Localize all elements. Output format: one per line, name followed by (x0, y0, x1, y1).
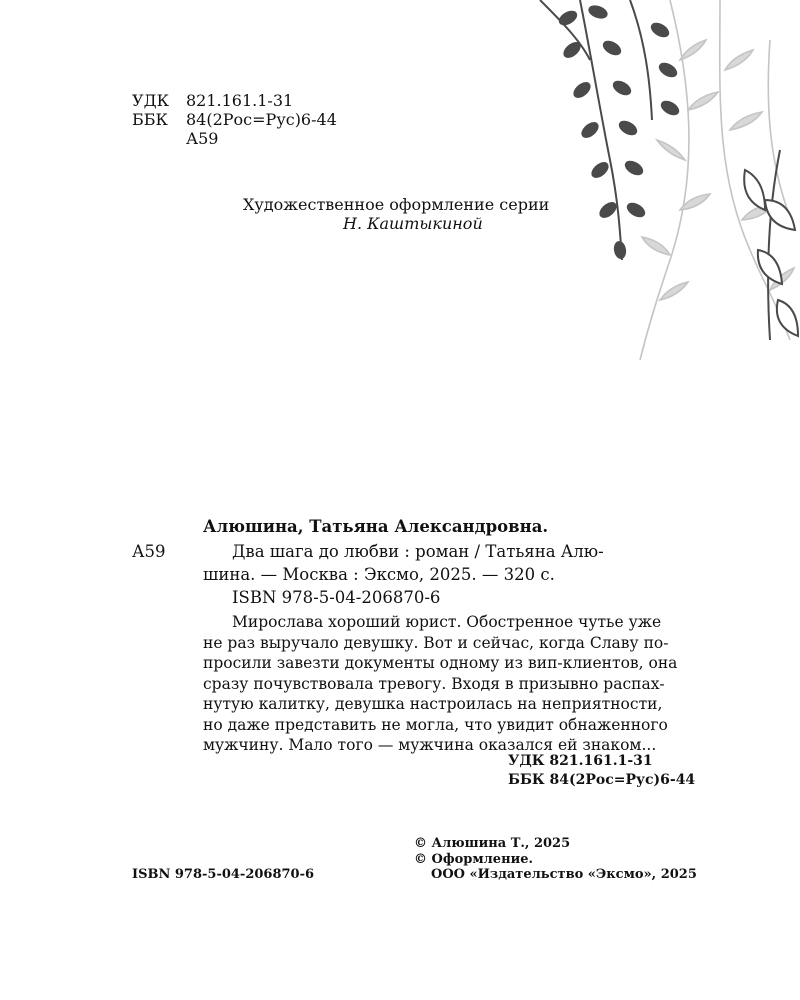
annotation-line: но даже представить не могла, что увидит обнаженного (203, 715, 668, 734)
udk-value: 821.161.1-31 (186, 91, 294, 110)
annotation-line: не раз выручало девушку. Вот и сейчас, когда Славу по- (203, 633, 669, 652)
design-credit-line1: Художественное оформление серии (243, 195, 550, 214)
bbk-value: 84(2Рос=Рус)6-44 (186, 110, 337, 129)
annotation-line: просили завезти документы одному из вип-клиентов, она (203, 654, 678, 672)
author-mark-top: А59 (186, 129, 219, 148)
udk-label: УДК (132, 91, 169, 110)
bottom-udk: УДК 821.161.1-31 (508, 753, 653, 769)
bbk-line (132, 110, 337, 130)
footer-isbn: ISBN 978-5-04-206870-6 (132, 867, 315, 882)
leafy-branches-icon (520, 0, 800, 380)
annotation-line: мужчину. Мало того — мужчина оказался ей знаком... (203, 736, 657, 754)
bibliography-line2: шина. — Москва : Эксмо, 2025. — 320 с. (203, 565, 555, 584)
copyright-author: © Алюшина Т., 2025 (414, 836, 571, 851)
bibliography-heading: Алюшина, Татьяна Александровна. (203, 517, 549, 536)
annotation-line: сразу почувствовала тревогу. Входя в призывно распах- (203, 674, 665, 693)
copyright-publisher: ООО «Издательство «Эксмо», 2025 (431, 867, 697, 882)
bibliography-isbn: ISBN 978-5-04-206870-6 (232, 588, 441, 607)
annotation-line: Мирослава хороший юрист. Обостренное чутье уже (232, 613, 662, 631)
annotation (203, 612, 708, 756)
bibliography-line1: Два шага до любви : роман / Татьяна Алю- (232, 542, 604, 561)
copyright-design: © Оформление. (414, 852, 534, 867)
author-mark-bib: А59 (132, 542, 166, 561)
annotation-line: нутую калитку, девушка настроилась на неприятности, (203, 695, 663, 713)
bottom-bbk: ББК 84(2Рос=Рус)6-44 (508, 772, 696, 788)
udk-line (132, 91, 293, 111)
design-credit-name: Н. Каштыкиной (343, 214, 483, 233)
bbk-label: ББК (132, 110, 168, 129)
